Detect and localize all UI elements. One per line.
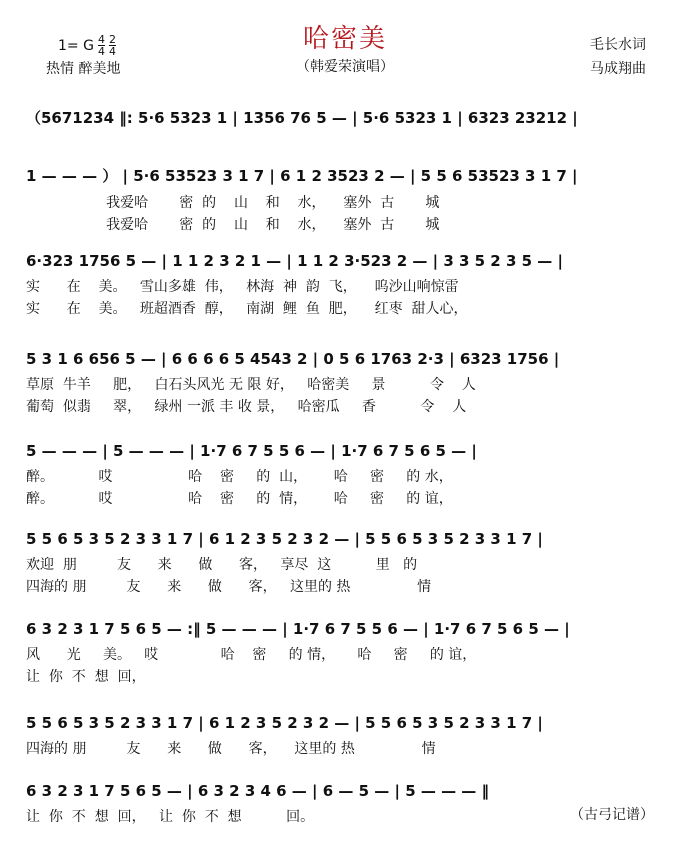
score-system	[26, 158, 666, 233]
lyric-line: 实 在 美。 雪山多雄 伟， 林海 神 韵 飞， 呜沙山响惊雷	[26, 279, 459, 295]
time-signature-b	[109, 34, 116, 57]
composer: 马成翔曲	[590, 61, 646, 77]
key-label: 1= G	[58, 37, 94, 54]
lyric-line: 醉。 哎 哈 密 的 山， 哈 密 的 水，	[26, 469, 453, 485]
time-b-numerator: 2	[108, 33, 116, 46]
score-system	[26, 432, 666, 507]
score-system	[26, 340, 666, 415]
score-system	[26, 242, 666, 317]
lyric-line: 我爱哈 密 的 山 和 水， 塞外 古 城	[26, 195, 440, 211]
lyric-line: 葡萄 似翡 翠， 绿州 一派 丰 收 景， 哈密瓜 香 令 人	[26, 399, 467, 415]
lyric-line: 草原 牛羊 肥， 白石头风光 无 限 好， 哈密美 景 令 人	[26, 377, 476, 393]
lyric-line: 实 在 美。 班超酒香 醇， 南湖 鲤 鱼 肥， 红枣 甜人心，	[26, 301, 468, 317]
lyricist: 毛长水词	[590, 37, 646, 53]
notation-line: 6 3 2 3 1 7 5 6 5 — :‖ 5 — — — | 1·7 6 7 5 5 6 — | 1·7 6 7 5 6 5 — |	[26, 620, 570, 638]
tempo-style: 热情 醉美地	[46, 61, 121, 77]
notation-line: 5 5 6 5 3 5 2 3 3 1 7 | 6 1 2 3 5 2 3 2 — | 5 5 6 5 3 5 2 3 3 1 7 |	[26, 714, 543, 732]
notation-line: 1 — — — ） | 5·6 53523 3 1 7 | 6 1 2 3523 2 — | 5 5 6 53523 3 1 7 |	[26, 167, 578, 185]
time-a-denominator: 4	[97, 45, 105, 58]
time-signature-a	[98, 34, 105, 57]
lyric-line: 欢迎 朋 友 来 做 客， 享尽 这 里 的	[26, 557, 418, 573]
key-signature	[58, 34, 116, 57]
notation-line: 5 3 1 6 656 5 — | 6 6 6 6 5 4543 2 | 0 5 6 1763 2·3 | 6323 1756 |	[26, 350, 560, 368]
notation-line: 5 5 6 5 3 5 2 3 3 1 7 | 6 1 2 3 5 2 3 2 — | 5 5 6 5 3 5 2 3 3 1 7 |	[26, 530, 543, 548]
time-a-numerator: 4	[97, 33, 105, 46]
notation-line: （5671234 ‖: 5·6 5323 1 | 1356 76 5 — | 5·6 5323 1 | 6323 23212 |	[26, 109, 578, 127]
notation-credit: （古弓记谱）	[570, 807, 654, 823]
score-system	[26, 610, 666, 685]
score-system	[26, 520, 666, 595]
lyric-line: 我爱哈 密 的 山 和 水， 塞外 古 城	[26, 217, 440, 233]
score-system	[26, 704, 666, 757]
lyric-line: 风 光 美。 哎 哈 密 的 情， 哈 密 的 谊，	[26, 647, 477, 663]
notation-line: 5 — — — | 5 — — — | 1·7 6 7 5 5 6 — | 1·7 6 7 5 6 5 — |	[26, 442, 477, 460]
lyric-line: 四海的 朋 友 来 做 客， 这里的 热 情	[26, 741, 436, 757]
lyric-line: 醉。 哎 哈 密 的 情， 哈 密 的 谊，	[26, 491, 453, 507]
song-title: 哈密美	[302, 24, 387, 54]
lyric-line: 四海的 朋 友 来 做 客， 这里的 热 情	[26, 579, 432, 595]
notation-line: 6 3 2 3 1 7 5 6 5 — | 6 3 2 3 4 6 — | 6 — 5 — | 5 — — — ‖	[26, 782, 490, 800]
lyric-line: 让 你 不 想 回， 让 你 不 想 回。	[26, 809, 315, 825]
time-b-denominator: 4	[108, 45, 116, 58]
song-subtitle: （韩爱荣演唱）	[296, 59, 394, 75]
score-system	[26, 100, 666, 128]
lyric-line: 让 你 不 想 回，	[26, 669, 146, 685]
notation-line: 6·323 1756 5 — | 1 1 2 3 2 1 — | 1 1 2 3·523 2 — | 3 3 5 2 3 5 — |	[26, 252, 563, 270]
